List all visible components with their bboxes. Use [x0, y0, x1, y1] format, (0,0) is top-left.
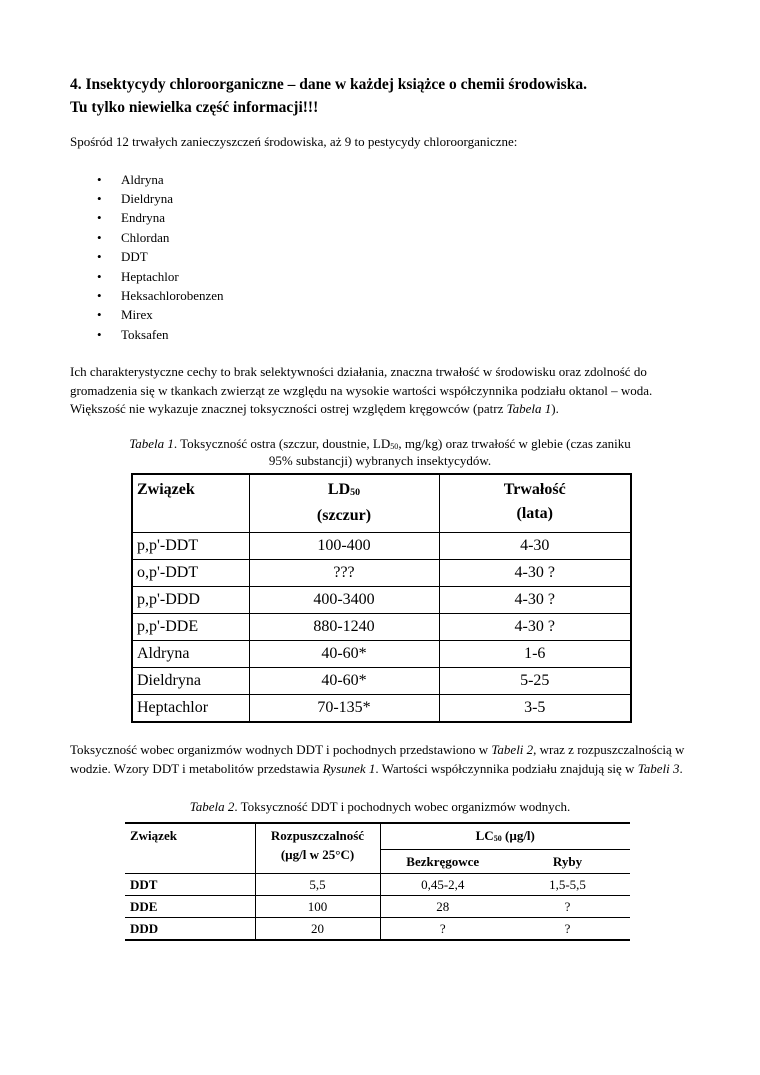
- column-header-persistence: [439, 474, 631, 533]
- invertebrates-cell: 0,45-2,4: [380, 874, 505, 896]
- column-header-invertebrates: Bezkręgowce: [380, 850, 505, 874]
- table-row: [132, 641, 631, 668]
- paragraph-text: , wraz z rozpuszczalnością w wodzie. Wzory DDT i metabolitów przedstawia: [70, 742, 685, 776]
- table2-caption-label: Tabela 2: [189, 799, 235, 815]
- header-text: (lata): [516, 505, 553, 523]
- page-title-line2: Tu tylko niewielka część informacji!!!: [70, 99, 319, 116]
- ld50-cell: 880-1240: [249, 614, 439, 641]
- table1-reference: Tabela 1: [506, 401, 552, 417]
- column-header-compound: Związek: [125, 823, 255, 874]
- column-header-lc50: [380, 823, 630, 850]
- aquatic-toxicity-paragraph: [70, 741, 690, 778]
- persistence-cell: 4-30 ?: [439, 614, 631, 641]
- compound-cell: DDT: [125, 874, 255, 896]
- table-row: [132, 533, 631, 560]
- ld50-cell: 100-400: [249, 533, 439, 560]
- persistence-cell: 4-30 ?: [439, 587, 631, 614]
- header-text: (µg/l w 25°C): [280, 847, 355, 863]
- solubility-cell: 20: [255, 918, 380, 941]
- paragraph-text: .: [679, 760, 683, 776]
- ld50-cell: ???: [249, 560, 439, 587]
- paragraph-text: Toksyczność wobec organizmów wodnych DDT i pochodnych przedstawiono w: [70, 742, 492, 758]
- header-text: Trwałość: [503, 481, 566, 499]
- table1-caption: [70, 436, 690, 470]
- intro-paragraph: Spośród 12 trwałych zanieczyszczeń środowiska, aż 9 to pestycydy chloroorganiczne:: [70, 134, 518, 149]
- list-item: • Mirex: [70, 305, 690, 324]
- column-header-compound: Związek: [132, 474, 249, 533]
- caption-text: [129, 436, 631, 451]
- table3-reference: Tabeli 3: [637, 760, 680, 776]
- paragraph-text: ).: [551, 401, 559, 417]
- persistence-cell: 5-25: [439, 668, 631, 695]
- compound-cell: DDE: [125, 896, 255, 918]
- table2-caption: [70, 799, 690, 815]
- ld50-subscript: 50: [390, 441, 399, 451]
- ld50-subscript: 50: [350, 487, 361, 499]
- table-header-row: [132, 474, 631, 533]
- compound-cell: Dieldryna: [132, 668, 249, 695]
- fish-cell: 1,5-5,5: [505, 874, 630, 896]
- table-row: [132, 695, 631, 723]
- invertebrates-cell: ?: [380, 918, 505, 941]
- ld50-cell: 40-60*: [249, 668, 439, 695]
- list-item: • Dieldryna: [70, 189, 690, 208]
- column-header-solubility: [255, 823, 380, 874]
- table-row: [125, 874, 630, 896]
- compound-cell: p,p'-DDT: [132, 533, 249, 560]
- table-row: [132, 587, 631, 614]
- table2-reference: Tabeli 2: [491, 742, 534, 758]
- caption-text: . Toksyczność ostra (szczur, doustnie, LD: [173, 435, 391, 451]
- compound-cell: Heptachlor: [132, 695, 249, 723]
- ld50-cell: 40-60*: [249, 641, 439, 668]
- solubility-cell: 100: [255, 896, 380, 918]
- invertebrates-cell: 28: [380, 896, 505, 918]
- toxicity-table-2: [125, 822, 630, 941]
- list-item: • DDT: [70, 247, 690, 266]
- ld50-cell: 400-3400: [249, 587, 439, 614]
- header-text: (µg/l): [501, 828, 535, 844]
- table1-caption-label: Tabela 1: [129, 435, 174, 451]
- list-item: • Toksafen: [70, 325, 690, 344]
- column-header-fish: Ryby: [505, 850, 630, 874]
- compound-cell: o,p'-DDT: [132, 560, 249, 587]
- fish-cell: ?: [505, 896, 630, 918]
- table-row: [132, 560, 631, 587]
- page-title: [70, 73, 690, 119]
- characteristics-paragraph: [70, 363, 690, 419]
- persistence-cell: 4-30: [439, 533, 631, 560]
- paragraph-text: Ich charakterystyczne cechy to brak selektywności działania, znaczna trwałość w środowisku oraz zdolność do gromadzenia się w tkankach zwierząt ze względu na wysokie wartości współczynnika podziału oktanol – woda. Większość nie wykazuje znacznej toksyczności ostrej względem kręgowców (patrz: [70, 364, 653, 417]
- compound-cell: DDD: [125, 918, 255, 941]
- fish-cell: ?: [505, 918, 630, 941]
- table-row: [125, 896, 630, 918]
- pesticide-list: [70, 170, 690, 345]
- persistence-cell: 4-30 ?: [439, 560, 631, 587]
- compound-cell: p,p'-DDD: [132, 587, 249, 614]
- compound-cell: Aldryna: [132, 641, 249, 668]
- column-header-ld50: [249, 474, 439, 533]
- figure1-reference: Rysunek 1: [322, 760, 376, 776]
- header-text: Rozpuszczalność: [270, 828, 365, 844]
- toxicity-table-1: [131, 473, 632, 723]
- list-item: • Heptachlor: [70, 267, 690, 286]
- table-header-row: [125, 823, 630, 850]
- header-text: (szczur): [316, 507, 372, 525]
- header-text: LD: [327, 481, 351, 499]
- list-item: • Chlordan: [70, 228, 690, 247]
- lc50-subscript: 50: [493, 834, 502, 843]
- persistence-cell: 3-5: [439, 695, 631, 723]
- compound-cell: p,p'-DDE: [132, 614, 249, 641]
- paragraph-text: . Wartości współczynnika podziału znajdują się w: [375, 760, 638, 776]
- table-row: [132, 614, 631, 641]
- list-item: • Heksachlorobenzen: [70, 286, 690, 305]
- table-row: [132, 668, 631, 695]
- list-item: • Aldryna: [70, 170, 690, 189]
- solubility-cell: 5,5: [255, 874, 380, 896]
- header-text: LC: [475, 828, 494, 844]
- ld50-cell: 70-135*: [249, 695, 439, 723]
- caption-text: , mg/kg) oraz trwałość w glebie (czas zaniku: [398, 435, 631, 451]
- table-row: [125, 918, 630, 941]
- caption-text: . Toksyczność DDT i pochodnych wobec organizmów wodnych.: [234, 799, 571, 815]
- page-title-line1: 4. Insektycydy chloroorganiczne – dane w każdej książce o chemii środowiska.: [70, 76, 587, 93]
- persistence-cell: 1-6: [439, 641, 631, 668]
- list-item: • Endryna: [70, 208, 690, 227]
- caption-text-line2: 95% substancji) wybranych insektycydów.: [268, 453, 492, 469]
